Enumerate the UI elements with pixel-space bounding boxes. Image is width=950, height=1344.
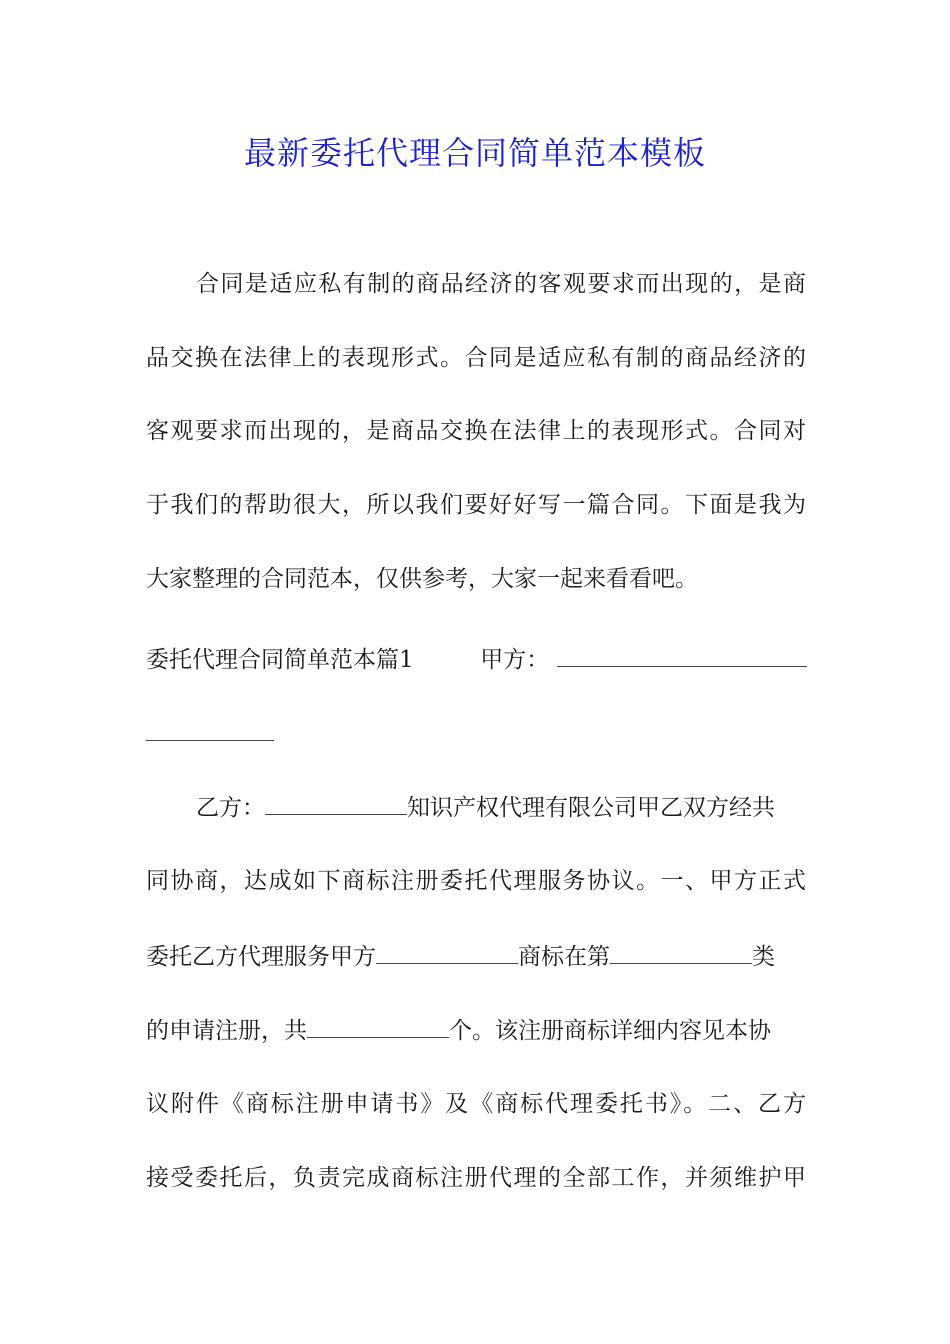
party-b-label: 乙方： <box>196 795 265 821</box>
text-segment: 商标在第 <box>518 944 610 970</box>
party-a-blank <box>557 640 807 667</box>
text-segment: 类 <box>752 944 775 970</box>
paragraph-line <box>146 1011 806 1047</box>
party-b-line <box>146 788 806 824</box>
party-b-text: 知识产权代理有限公司甲乙双方经共 <box>407 795 775 821</box>
class-blank <box>610 937 752 964</box>
party-b-blank <box>265 788 407 815</box>
paragraph-line: 于我们的帮助很大，所以我们要好好写一篇合同。下面是我为 <box>146 492 806 518</box>
paragraph-line: 客观要求而出现的，是商品交换在法律上的表现形式。合同对 <box>146 418 806 444</box>
paragraph-line: 合同是适应私有制的商品经济的客观要求而出现的，是商 <box>196 271 806 297</box>
paragraph-line: 大家整理的合同范本，仅供参考，大家一起来看看吧。 <box>146 566 698 592</box>
paragraph-line: 同协商，达成如下商标注册委托代理服务协议。一、甲方正式 <box>146 868 806 894</box>
trademark-blank <box>376 937 518 964</box>
party-a-blank-continued <box>146 714 274 741</box>
text-segment: 委托乙方代理服务甲方 <box>146 944 376 970</box>
text-segment: 个。该注册商标详细内容见本协 <box>449 1018 771 1044</box>
document-title: 最新委托代理合同简单范本模板 <box>243 134 706 172</box>
paragraph-line: 接受委托后，负责完成商标注册代理的全部工作，并须维护甲 <box>146 1165 806 1191</box>
blank-line <box>146 714 806 750</box>
text-segment: 的申请注册，共 <box>146 1018 307 1044</box>
count-blank <box>307 1011 449 1038</box>
paragraph-line: 议附件《商标注册申请书》及《商标代理委托书》。二、乙方 <box>146 1091 806 1117</box>
paragraph-line <box>146 937 806 973</box>
section-heading-line <box>146 640 806 676</box>
paragraph-line: 品交换在法律上的表现形式。合同是适应私有制的商品经济的 <box>146 345 806 371</box>
party-a-label: 甲方： <box>480 647 550 673</box>
section-heading: 委托代理合同简单范本篇1 <box>146 647 414 673</box>
